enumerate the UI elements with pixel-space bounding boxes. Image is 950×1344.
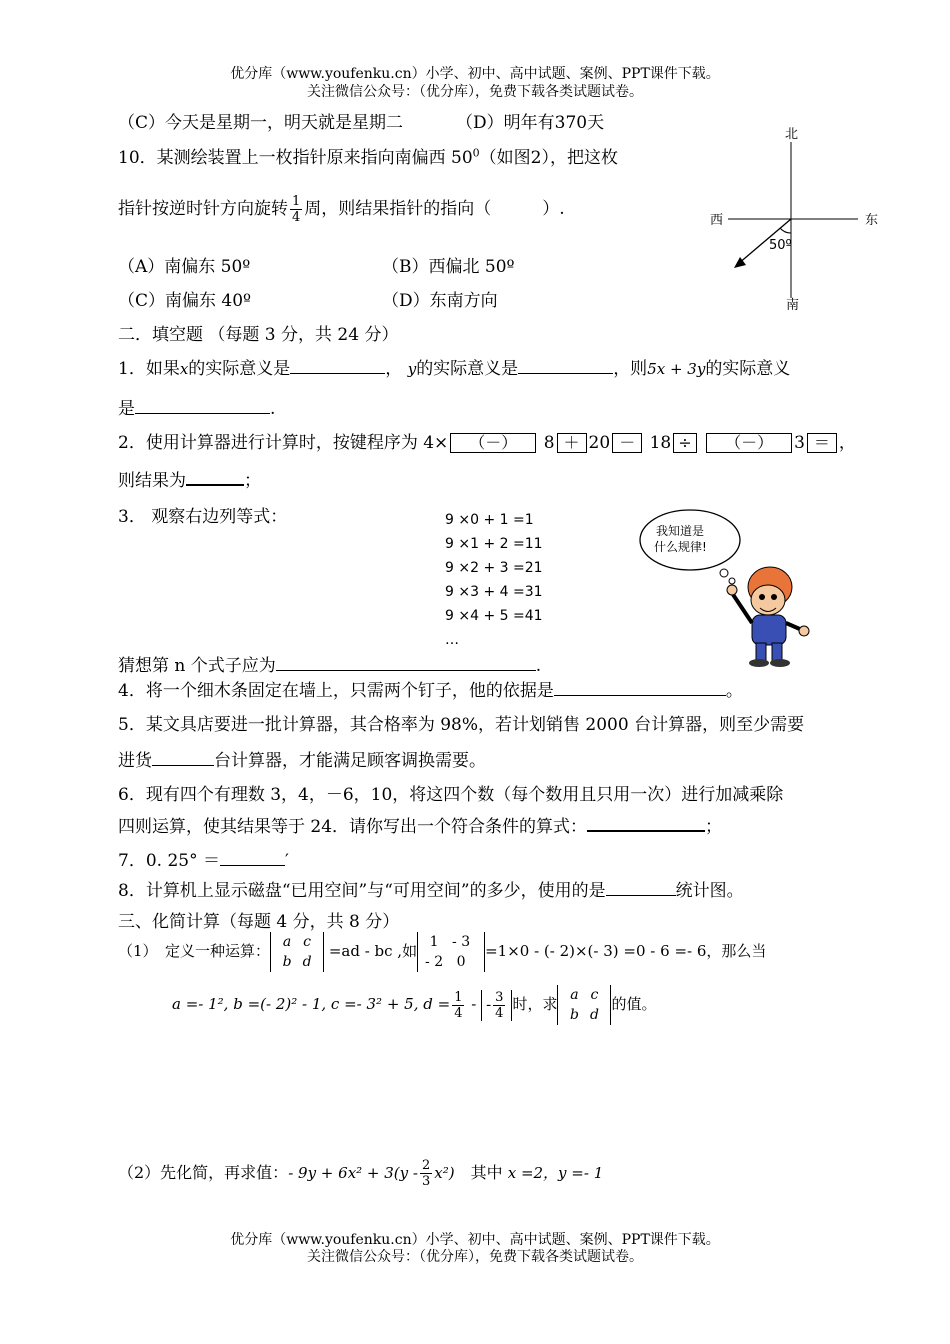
s2-q2-line2 xyxy=(118,466,261,491)
det3-b: b xyxy=(569,1007,579,1023)
s2-q2-num-18: 18 xyxy=(649,433,672,453)
s3-p2-where: 其中 xyxy=(470,1163,503,1182)
character-eye-right xyxy=(771,594,777,600)
calc-key-plus: ＋ xyxy=(557,433,587,453)
cartoon-character xyxy=(632,505,822,670)
s3-p1-line2 xyxy=(172,985,656,1025)
s2-q3-eq-3: 9 ×2 + 3 =21 xyxy=(445,560,543,576)
q10-degree-sup: 0 xyxy=(472,146,480,160)
s2-q6-end: ； xyxy=(705,817,723,837)
s2-q2-comma: ， xyxy=(838,433,856,453)
q10-text-b: （如图2），把这枚 xyxy=(479,148,618,168)
s2-q8 xyxy=(118,876,744,901)
det2-c: - 3 xyxy=(452,934,471,950)
s2-q2-line1 xyxy=(118,428,856,453)
q10-text-d: 周，则结果指针的指向（ ）. xyxy=(304,199,565,219)
s2-q3-eq-ellipsis: … xyxy=(445,632,459,648)
s2-q1-end: . xyxy=(270,399,276,419)
s2-q6-blank[interactable] xyxy=(587,813,705,832)
s2-q1-expression: 5x + 3y xyxy=(647,360,706,378)
s2-q7-blank[interactable] xyxy=(220,848,285,866)
s2-q1-line2 xyxy=(118,394,275,419)
s3-p2-expr-b: x²) xyxy=(434,1164,455,1182)
det3-c: c xyxy=(590,987,599,1003)
s2-q1-blank-3[interactable] xyxy=(135,396,270,414)
s3-p1-abs-value xyxy=(481,990,512,1021)
det1-d: d xyxy=(302,954,312,970)
s2-q1-blank-2[interactable] xyxy=(518,356,613,374)
q10-option-d: （D）东南方向 xyxy=(382,291,498,311)
s2-q6-line2 xyxy=(118,812,722,837)
s2-q1-var-y: y xyxy=(407,360,417,378)
s2-q6-text: 四则运算，使其结果等于 24．请你写出一个符合条件的算式： xyxy=(118,817,588,837)
s2-q2-text-b: 则结果为 xyxy=(118,471,186,491)
s3-p1-when: 时，求 xyxy=(512,995,558,1013)
s2-q3-equations xyxy=(445,508,543,652)
s2-q8-blank[interactable] xyxy=(606,878,676,896)
s2-q2-num-20: 20 xyxy=(588,433,611,453)
footer-line-2: 关注微信公众号：（优分库），免费下载各类试题试卷。 xyxy=(307,1249,643,1265)
s2-q8-text-b: 统计图。 xyxy=(675,881,744,901)
s2-q3-guess xyxy=(118,651,541,676)
calc-key-negative: （－） xyxy=(450,433,536,453)
s2-q3-end: . xyxy=(535,656,542,676)
s3-p1-value: 的值。 xyxy=(611,995,657,1013)
determinant-abcd xyxy=(270,932,324,972)
det1-c: c xyxy=(303,934,311,950)
s2-q1-text-f: 的实际意义 xyxy=(705,359,791,379)
calc-key-divide: ÷ xyxy=(673,433,696,453)
s2-q2-end: ； xyxy=(244,471,261,491)
det1-b: b xyxy=(282,954,292,970)
s2-q2-blank[interactable] xyxy=(186,467,244,486)
q9-option-d: （D）明年有370天 xyxy=(456,113,605,133)
compass-east-label: 东 xyxy=(865,213,879,228)
s2-q4 xyxy=(118,676,743,701)
s3-p2-frac-num: 2 xyxy=(421,1158,431,1173)
s3-p1-abs-minus: - xyxy=(486,995,492,1013)
compass-west-label: 西 xyxy=(710,213,724,228)
s2-q3-eq-2: 9 ×1 + 2 =11 xyxy=(445,536,543,552)
s2-q1-text-d: 的实际意义是 xyxy=(416,359,519,379)
det3-d: d xyxy=(589,1007,599,1023)
compass-south-label: 南 xyxy=(786,298,800,313)
s3-p1-definition: =ad - bc ,如 xyxy=(324,942,418,960)
s2-q7-text: 7．0. 25° ＝ xyxy=(118,851,220,871)
s3-p1-frac-2 xyxy=(493,990,505,1021)
character-leg-left xyxy=(756,643,766,661)
compass-north-label: 北 xyxy=(785,127,799,142)
s2-q5-line2 xyxy=(118,746,486,771)
character-arm-left xyxy=(732,593,752,623)
q10-text-a: 10．某测绘装置上一枚指针原来指向南偏西 50 xyxy=(118,148,473,168)
compass-angle-label: 50º xyxy=(769,238,792,253)
s2-q1-blank-1[interactable] xyxy=(290,356,385,374)
q10-fraction xyxy=(290,194,302,225)
s2-q3-guess-text: 猜想第 n 个式子应为 xyxy=(118,656,276,676)
s2-q2-num-3: 3 xyxy=(794,433,805,453)
bubble-dot-2 xyxy=(729,578,735,584)
q10-line1 xyxy=(118,143,618,168)
bubble-text-1: 我知道是 xyxy=(656,524,705,538)
s2-q3-title: 3． 观察右边列等式： xyxy=(118,507,288,527)
s3-p1-frac2-den: 4 xyxy=(495,1005,504,1021)
det2-a: 1 xyxy=(429,934,439,950)
s3-p1-frac2-num: 3 xyxy=(495,989,504,1005)
s2-q5-text-a: 进货 xyxy=(118,751,152,771)
s2-q2-text: 2．使用计算器进行计算时，按键程序为 4× xyxy=(118,433,449,453)
s3-p2-values: x =2，y =- 1 xyxy=(507,1164,604,1182)
s3-p1-label: （1） 定义一种运算： xyxy=(118,942,271,960)
s3-p2-frac-den: 3 xyxy=(421,1174,431,1189)
s2-q1-var-x: x xyxy=(179,360,189,378)
s2-q1-line1 xyxy=(118,354,790,379)
determinant-abcd-2 xyxy=(557,985,611,1025)
header-line-1: 优分库（www.youfenku.cn）小学、初中、高中试题、案例、PPT课件下载。 xyxy=(230,66,720,82)
s2-q4-text: 4．将一个细木条固定在墙上，只需两个钉子，他的依据是 xyxy=(118,681,554,701)
q10-line2 xyxy=(118,194,565,225)
character-shoe-left xyxy=(749,659,769,667)
q10-option-b: （B）西偏北 50º xyxy=(382,257,515,277)
s3-p1-condition: a =- 1², b =(- 2)² - 1, c =- 3² + 5, d = xyxy=(172,995,451,1013)
compass-angle-arc xyxy=(780,228,791,233)
q10-text-c: 指针按逆时针方向旋转 xyxy=(118,199,288,219)
character-hand-right xyxy=(799,626,809,636)
q10-frac-den: 4 xyxy=(292,210,301,225)
s3-p2 xyxy=(118,1158,603,1189)
s3-p1-line1 xyxy=(118,932,766,972)
q9-option-c: （C）今天是星期一，明天就是星期二 xyxy=(118,113,404,133)
q10-option-a: （A）南偏东 50º xyxy=(118,257,251,277)
s3-p2-frac xyxy=(420,1158,432,1189)
s2-q5-blank[interactable] xyxy=(152,748,214,766)
s2-q4-blank[interactable] xyxy=(554,678,726,696)
s2-q5-line1: 5．某文具店要进一批计算器，其合格率为 98%，若计划销售 2000 台计算器，则至少需要 xyxy=(118,715,805,735)
character-shoe-right xyxy=(770,659,790,667)
character-leg-right xyxy=(772,643,782,661)
q10-option-c: （C）南偏东 40º xyxy=(118,291,252,311)
s2-q5-text-b: 台计算器，才能满足顾客调换需要。 xyxy=(214,751,486,771)
s2-q7-unit: ′ xyxy=(284,851,289,871)
det2-d: 0 xyxy=(456,954,466,970)
bubble-text-2: 什么规律! xyxy=(654,540,707,554)
s2-q7 xyxy=(118,846,289,871)
s2-q8-text-a: 8．计算机上显示磁盘“已用空间”与“可用空间”的多少，使用的是 xyxy=(118,881,606,901)
header-line-2: 关注微信公众号：（优分库），免费下载各类试题试卷。 xyxy=(307,84,643,100)
s2-q3-blank[interactable] xyxy=(276,653,536,671)
calc-key-minus: － xyxy=(612,433,642,453)
det2-b: - 2 xyxy=(425,954,444,970)
s2-q1-text-a: 1．如果 xyxy=(118,359,180,379)
section3-title: 三、化简计算（每题 4 分，共 8 分） xyxy=(118,912,400,932)
s2-q3-eq-4: 9 ×3 + 4 =31 xyxy=(445,584,543,600)
character-face xyxy=(751,585,785,615)
s3-p1-frac-1 xyxy=(452,990,464,1021)
s2-q1-text-e: ，则 xyxy=(613,359,648,379)
s2-q1-text-c: ， xyxy=(385,359,403,379)
calc-key-equals: ＝ xyxy=(807,433,837,453)
character-hand-left xyxy=(727,585,737,595)
det3-a: a xyxy=(570,987,579,1003)
s2-q3-eq-5: 9 ×4 + 5 =41 xyxy=(445,608,543,624)
s3-p2-label: （2）先化简，再求值： xyxy=(118,1163,289,1182)
s3-p1-minus: - xyxy=(466,995,482,1013)
compass-diagram xyxy=(700,120,890,320)
s3-p1-frac1-num: 1 xyxy=(454,989,463,1005)
determinant-example xyxy=(417,932,485,972)
s2-q4-end: 。 xyxy=(725,681,743,701)
s3-p1-example: =1×0 - (- 2)×(- 3) =0 - 6 =- 6，那么当 xyxy=(485,942,767,960)
character-eye-left xyxy=(759,594,765,600)
footer-line-1: 优分库（www.youfenku.cn）小学、初中、高中试题、案例、PPT课件下载。 xyxy=(230,1232,720,1248)
calc-key-negative-2: （－） xyxy=(706,433,792,453)
character-body xyxy=(752,615,786,645)
bubble-dot-1 xyxy=(720,569,728,577)
s2-q1-text-g: 是 xyxy=(118,399,135,419)
s3-p1-frac1-den: 4 xyxy=(454,1005,463,1021)
s2-q3-eq-1: 9 ×0 + 1 =1 xyxy=(445,512,534,528)
s2-q6-line1: 6．现有四个有理数 3，4，－6，10，将这四个数（每个数用且只用一次）进行加减乘除 xyxy=(118,785,784,805)
section2-title: 二．填空题 （每题 3 分，共 24 分） xyxy=(118,325,399,345)
s2-q1-text-b: 的实际意义是 xyxy=(188,359,291,379)
q10-frac-num: 1 xyxy=(292,194,301,209)
s2-q2-num-8: 8 xyxy=(543,433,555,453)
s3-p2-expr-a: - 9y + 6x² + 3(y - xyxy=(288,1164,418,1182)
det1-a: a xyxy=(282,934,292,950)
